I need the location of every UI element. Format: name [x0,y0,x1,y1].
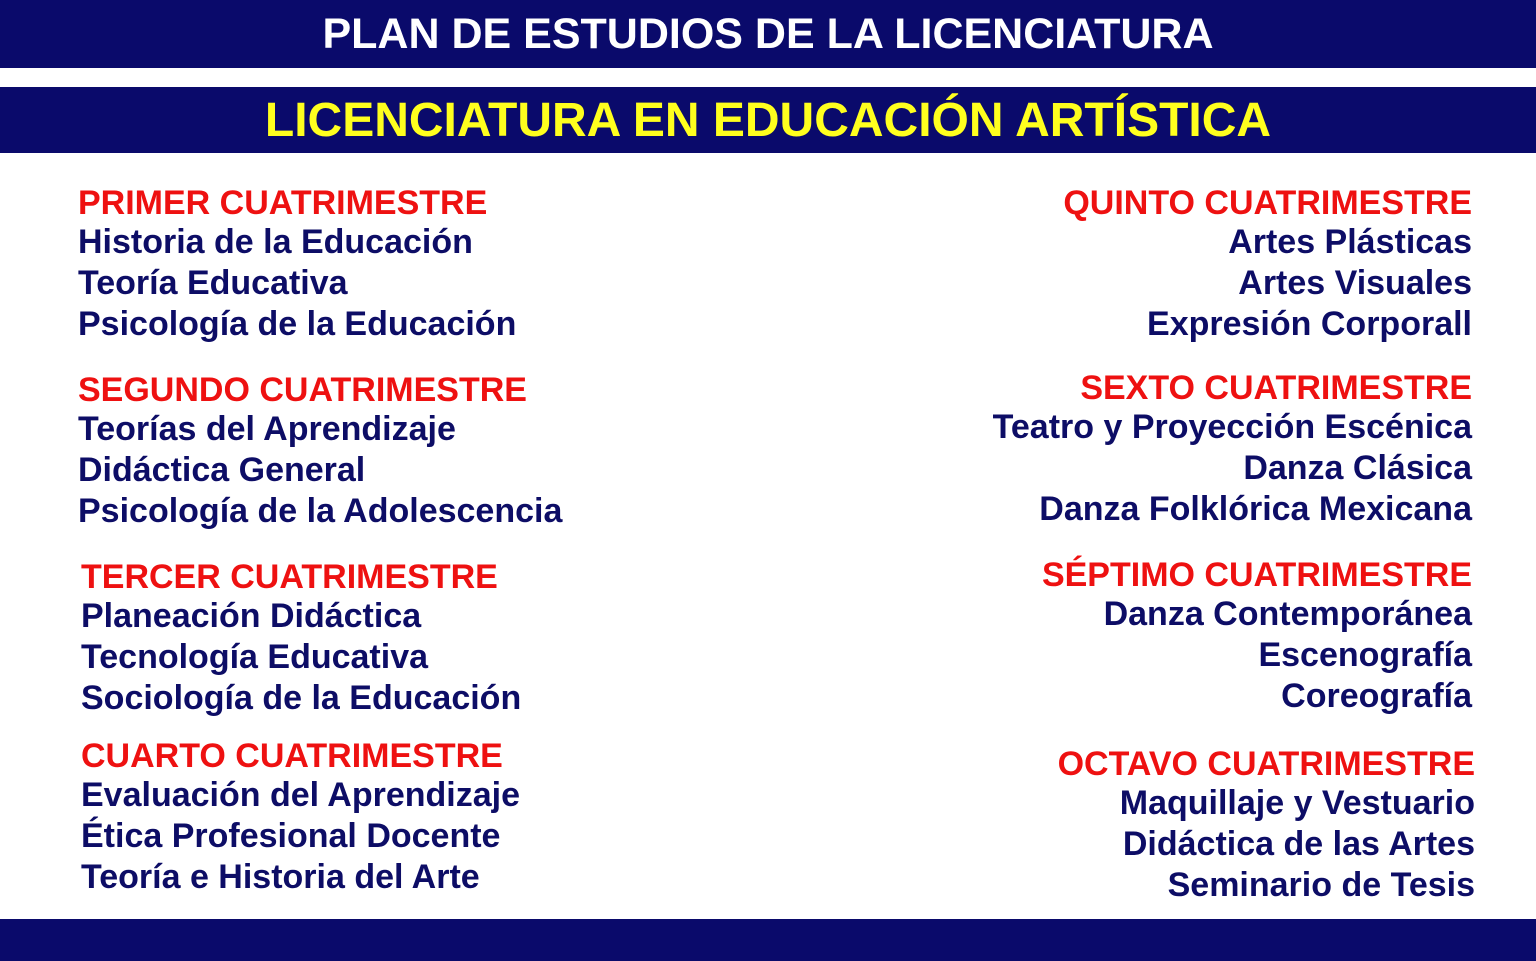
degree-title-banner [0,87,1536,153]
subject-item: Ética Profesional Docente [81,817,501,855]
degree-title: LICENCIATURA EN EDUCACIÓN ARTÍSTICA [264,93,1272,147]
subject-item: Danza Clásica [1243,449,1472,487]
subject-item: Artes Visuales [1238,264,1472,302]
subject-item: Seminario de Tesis [1167,866,1475,904]
subject-item: Maquillaje y Vestuario [1119,784,1475,822]
semester-block-4 [81,737,565,924]
semester-title: QUINTO CUATRIMESTRE [1063,184,1472,222]
subject-item: Psicología de la Adolescencia [78,492,563,530]
subject-item: Sociología de la Educación [81,679,522,717]
semester-block-6 [993,369,1472,556]
subject-item: Didáctica de las Artes [1122,825,1475,863]
semester-block-5 [993,184,1472,371]
semester-title: PRIMER CUATRIMESTRE [78,184,488,222]
subject-item: Teorías del Aprendizaje [78,410,456,448]
semester-title: SÉPTIMO CUATRIMESTRE [1041,556,1472,594]
subject-item: Historia de la Educación [78,223,473,261]
semester-title: OCTAVO CUATRIMESTRE [1057,745,1475,783]
semester-block-7 [993,556,1472,743]
semester-block-2 [78,371,562,558]
subject-item: Planeación Didáctica [81,597,422,635]
semester-block-1 [78,184,562,371]
subject-item: Didáctica General [78,451,366,489]
plan-title: PLAN DE ESTUDIOS DE LA LICENCIATURA [322,9,1214,58]
semester-block-3 [81,558,565,745]
subject-item: Artes Plásticas [1228,223,1472,261]
subject-item: Evaluación del Aprendizaje [81,776,520,814]
right-semester-column [992,184,1475,932]
subject-item: Tecnología Educativa [81,638,429,676]
semester-title: SEGUNDO CUATRIMESTRE [78,371,527,409]
subject-item: Coreografía [1281,677,1472,715]
subject-item: Danza Contemporánea [1103,595,1472,633]
subject-item: Psicología de la Educación [78,305,517,343]
semester-title: CUARTO CUATRIMESTRE [81,737,503,775]
semester-block-8 [996,745,1475,932]
subject-item: Teoría Educativa [78,264,348,302]
left-semester-column [78,184,562,932]
semester-title: TERCER CUATRIMESTRE [81,558,498,596]
plan-title-banner [0,0,1536,68]
footer-band [0,919,1536,961]
subject-item: Teatro y Proyección Escénica [992,408,1472,446]
subject-item: Teoría e Historia del Arte [81,858,480,896]
semester-title: SEXTO CUATRIMESTRE [1080,369,1472,407]
subject-item: Escenografía [1258,636,1472,674]
subject-item: Danza Folklórica Mexicana [1039,490,1472,528]
subject-item: Expresión Corporall [1147,305,1472,343]
